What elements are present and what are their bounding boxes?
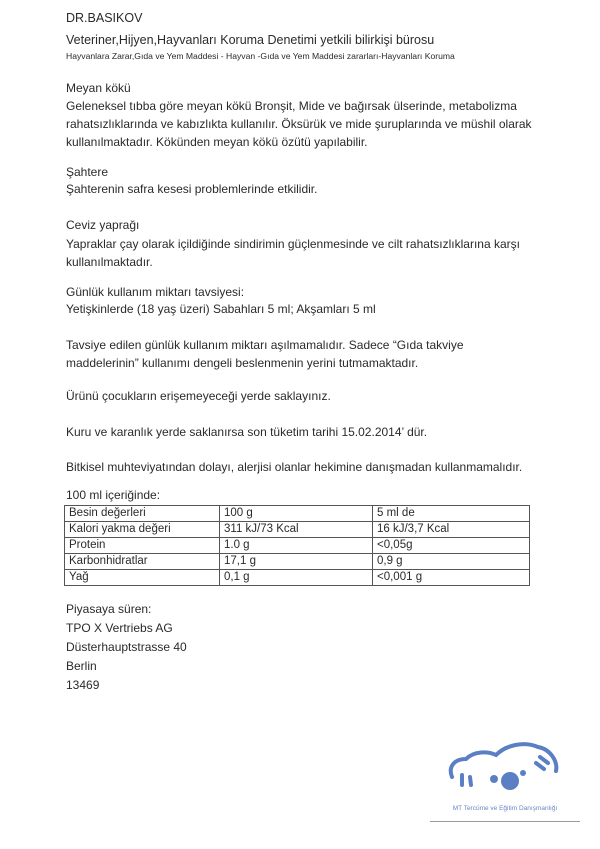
table-row <box>65 538 530 554</box>
warning-daily-limit: Tavsiye edilen günlük kullanım miktarı aşılmamalıdır. Sadece “Gıda takviye maddelerinin” kullanımı dengeli beslenmenin yerini tutmamaktadır. <box>66 338 464 370</box>
doctor-name: DR.BASIKOV <box>66 11 143 25</box>
dosage-body: Yetişkinlerde (18 yaş üzeri) Sabahları 5 ml; Akşamları 5 ml <box>66 302 376 316</box>
koala-logo-icon <box>440 735 570 800</box>
table-cell: Yağ <box>65 570 220 586</box>
table-row <box>65 522 530 538</box>
translator-stamp <box>430 735 580 830</box>
table-cell: 5 ml de <box>373 506 530 522</box>
stamp-divider <box>430 821 580 822</box>
dosage-title: Günlük kullanım miktarı tavsiyesi: <box>66 285 245 299</box>
table-row <box>65 506 530 522</box>
distributor-postcode: 13469 <box>66 678 100 692</box>
table-cell: 16 kJ/3,7 Kcal <box>373 522 530 538</box>
table-cell: 100 g <box>220 506 373 522</box>
table-cell: 0,1 g <box>220 570 373 586</box>
distributor-city: Berlin <box>66 659 97 673</box>
table-row <box>65 570 530 586</box>
table-cell: 0,9 g <box>373 554 530 570</box>
table-cell: Besin değerleri <box>65 506 220 522</box>
section-body-ceviz-yapragi: Yapraklar çay olarak içildiğinde sindirimin güçlenmesinde ve cilt rahatsızlıklarına karşı kullanılmaktadır. <box>66 237 520 269</box>
table-cell: 311 kJ/73 Kcal <box>220 522 373 538</box>
table-cell: <0,05g <box>373 538 530 554</box>
distributor-company: TPO X Vertriebs AG <box>66 621 173 635</box>
warning-children: Ürünü çocukların erişemeyeceği yerde saklayınız. <box>66 389 331 403</box>
distributor-street: Düsterhauptstrasse 40 <box>66 640 187 654</box>
table-cell: <0,001 g <box>373 570 530 586</box>
distributor-block <box>66 600 187 695</box>
nutrition-table <box>64 505 530 586</box>
section-body-meyan-koku: Geleneksel tıbba göre meyan kökü Bronşit, Mide ve bağırsak ülserinde, metabolizma rahatsızlıklarında ve kabızlıkta kullanılır. Öksürük ve mide şuruplarında ve müshil olarak kullanılmaktadır. Kökünden meyan kökü özütü yapılabilir. <box>66 99 532 149</box>
table-cell: Protein <box>65 538 220 554</box>
section-title-meyan-koku: Meyan kökü <box>66 81 131 95</box>
bureau-subtitle: Hayvanlara Zarar,Gıda ve Yem Maddesi - Hayvan -Gıda ve Yem Maddesi zararları-Hayvanları Koruma <box>66 51 455 61</box>
section-body-sahtere: Şahterenin safra kesesi problemlerinde etkilidir. <box>66 182 318 196</box>
table-row <box>65 554 530 570</box>
nutrition-caption: 100 ml içeriğinde: <box>66 488 161 502</box>
table-cell: 17,1 g <box>220 554 373 570</box>
bureau-title: Veteriner,Hijyen,Hayvanları Koruma Denetimi yetkili bilirkişi bürosu <box>66 33 435 47</box>
warning-expiry: Kuru ve karanlık yerde saklanırsa son tüketim tarihi 15.02.2014’ dür. <box>66 425 428 439</box>
distributor-label: Piyasaya süren: <box>66 602 152 616</box>
table-cell: Kalori yakma değeri <box>65 522 220 538</box>
table-cell: 1.0 g <box>220 538 373 554</box>
table-cell: Karbonhidratlar <box>65 554 220 570</box>
section-title-sahtere: Şahtere <box>66 165 109 179</box>
section-title-ceviz-yapragi: Ceviz yaprağı <box>66 218 140 232</box>
warning-allergy: Bitkisel muhteviyatından dolayı, alerjisi olanlar hekimine danışmadan kullanmamalıdır. <box>66 460 523 474</box>
stamp-text: MT Tercüme ve Eğitim Danışmanlığı <box>452 805 558 812</box>
